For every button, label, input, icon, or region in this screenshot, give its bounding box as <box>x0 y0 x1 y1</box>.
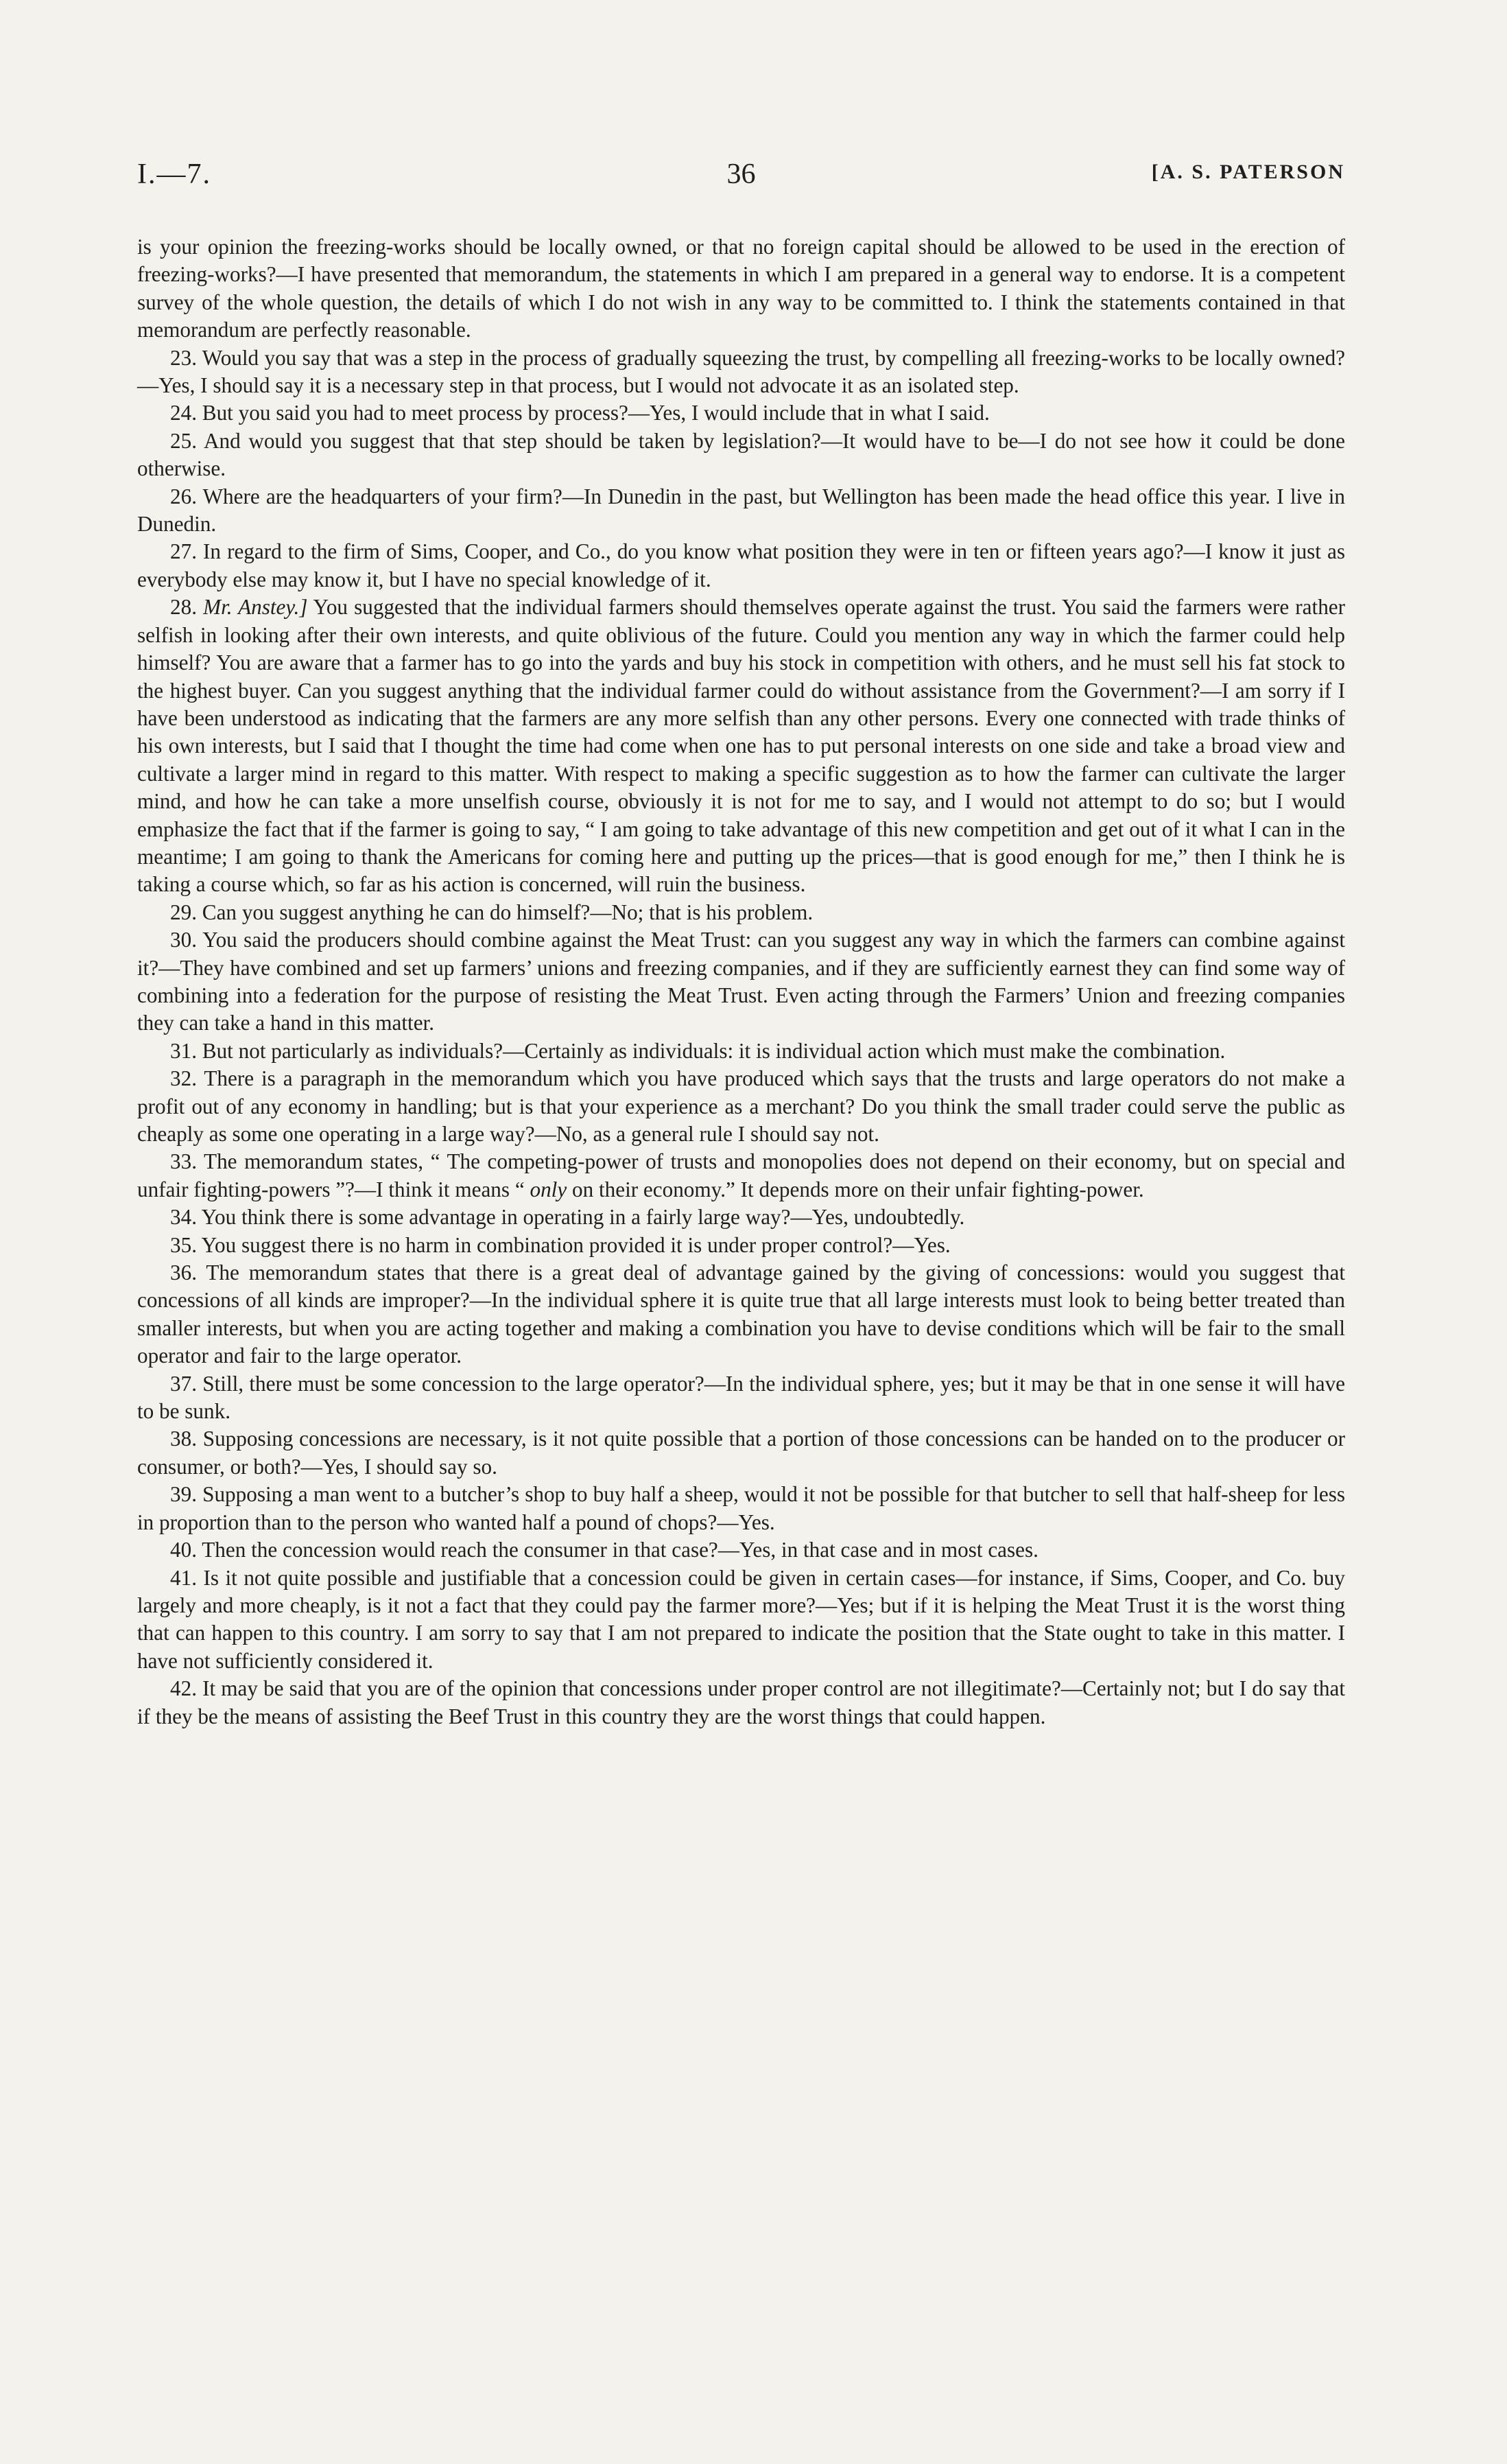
question-35: 35. You suggest there is no harm in combination provided it is under proper control?—Yes. <box>170 1232 951 1257</box>
question-29: 29. Can you suggest anything he can do himself?—No; that is his problem. <box>170 900 814 924</box>
question-26: 26. Where are the headquarters of your firm?—In Dunedin in the past, but Wellington has been made the head office this year. I live in Dunedin. <box>137 484 1346 537</box>
question-34: 34. You think there is some advantage in operating in a fairly large way?—Yes, undoubtedly. <box>170 1205 965 1230</box>
question-39: 39. Supposing a man went to a butcher’s shop to buy half a sheep, would it not be possible for that butcher to sell that half-sheep for less in proportion than to the person who wanted half a pound of chops?—Yes. <box>137 1482 1346 1534</box>
speaker-name: Mr. Anstey.] <box>203 595 308 620</box>
paragraph-continuation: is your opinion the freezing-works should be locally owned, or that no foreign capital should be allowed to be used in the erection of freezing-works?—I have presented that memorandum, the statements in which I am prepared in a general way to endorse. It is a competent survey of the whole question, the details of which I do not wish in any way to be committed to. I think the statements contained in that memorandum are perfectly reasonable. <box>137 235 1345 342</box>
question-27: 27. In regard to the firm of Sims, Cooper, and Co., do you know what position they were in ten or fifteen years ago?—I know it just as everybody else may know it, but I have no special knowledge of it. <box>137 539 1345 591</box>
question-40: 40. Then the concession would reach the consumer in that case?—Yes, in that case and in most cases. <box>170 1538 1039 1562</box>
question-25: 25. And would you suggest that that step should be taken by legislation?—It would have to be—I do not see how it could be done otherwise. <box>137 428 1345 481</box>
question-24: 24. But you said you had to meet process by process?—Yes, I would include that in what I said. <box>170 401 990 425</box>
question-42: 42. It may be said that you are of the opinion that concessions under proper control are not illegitimate?—Certainly not; but I do say that if they be the means of assisting the Beef Trust in this country they are the worst things that could happen. <box>137 1676 1346 1728</box>
question-32: 32. There is a paragraph in the memorandum which you have produced which says that the trusts and large operators do not make a profit out of any economy in handling; but is that your experience as a merchant? Do you think the small trader could serve the public as cheaply as some one operating in a large way?—No, as a general rule I should say not. <box>137 1066 1345 1146</box>
question-30: 30. You said the producers should combine against the Meat Trust: can you suggest any way in which the farmers can combine against it?—They have combined and set up farmers’ unions and freezing companies, and if they are sufficiently earnest they can find some way of combining into a federation for the purpose of resisting the Meat Trust. Even acting through the Farmers’ Union and freezing companies they can take a hand in this matter. <box>137 928 1345 1035</box>
body-text <box>137 233 1345 1730</box>
question-23: 23. Would you say that was a step in the process of gradually squeezing the trust, by compelling all freezing-works to be locally owned?—Yes, I should say it is a necessary step in that process, but I would not advocate it as an isolated step. <box>137 345 1345 398</box>
page-header <box>137 158 1345 206</box>
question-31: 31. But not particularly as individuals?—Certainly as individuals: it is individual action which must make the combination. <box>170 1038 1226 1063</box>
question-38: 38. Supposing concessions are necessary, is it not quite possible that a portion of those concessions can be handed on to the producer or consumer, or both?—Yes, I should say so. <box>137 1427 1345 1479</box>
question-37: 37. Still, there must be some concession to the large operator?—In the individual sphere, yes; but it may be that in one sense it will have to be sunk. <box>137 1371 1346 1424</box>
emphasis-word: only <box>530 1177 567 1201</box>
question-36: 36. The memorandum states that there is a great deal of advantage gained by the giving of concessions: would you suggest that concessions of all kinds are improper?—In the individual sphere it is quite true that all large interests must look to being better treated than smaller interests, but when you are acting together and making a combination you have to devise conditions which will be fair to the small operator and fair to the large operator. <box>137 1260 1345 1368</box>
question-33: 33. The memorandum states, “ The competing-power of trusts and monopolies does not depend on their economy, but on special and unfair fighting-powers ”?—I think it means “ only on their economy.” It depends more on their unfair fighting-power. <box>137 1149 1346 1201</box>
document-reference: I.—7. <box>137 159 211 190</box>
question-28: 28. Mr. Anstey.] You suggested that the individual farmers should themselves operate against the trust. You said the farmers were rather selfish in looking after their own interests, and quite oblivious of the future. Could you mention any way in which the farmer could help himself? You are aware that a farmer has to go into the yards and buy his stock in competition with others, and he must sell his fat stock to the highest buyer. Can you suggest anything that the individual farmer could do without assistance from the Government?—I am sorry if I have been understood as indicating that the farmers are any more selfish than any other persons. Every one connected with trade thinks of his own interests, but I said that I thought the time had come when one has to put personal interests on one side and take a broad view and cultivate a larger mind in regard to this matter. With respect to making a specific suggestion as to how the farmer can cultivate the larger mind, and how he can take a more unselfish course, obviously it is not for me to say, and I would not attempt to do so; but I would emphasize the fact that if the farmer is going to say, “ I am going to take advantage of this new competition and get out of it what I can in the meantime; I am going to thank the Americans for coming here and putting up the prices—that is good enough for me,” then I think he is taking a course which, so far as his action is concerned, will ruin the business. <box>137 595 1346 897</box>
witness-name: [A. S. PATERSON <box>1151 161 1345 183</box>
question-41: 41. Is it not quite possible and justifiable that a concession could be given in certain cases—for instance, if Sims, Cooper, and Co. buy largely and more cheaply, is it not a fact that they could pay the farmer more?—Yes; but if it is helping the Meat Trust it is the worst thing that can happen to this country. I am sorry to say that I am not prepared to indicate the position that the State ought to take in this matter. I have not sufficiently considered it. <box>137 1565 1345 1673</box>
page-number: 36 <box>726 159 756 190</box>
